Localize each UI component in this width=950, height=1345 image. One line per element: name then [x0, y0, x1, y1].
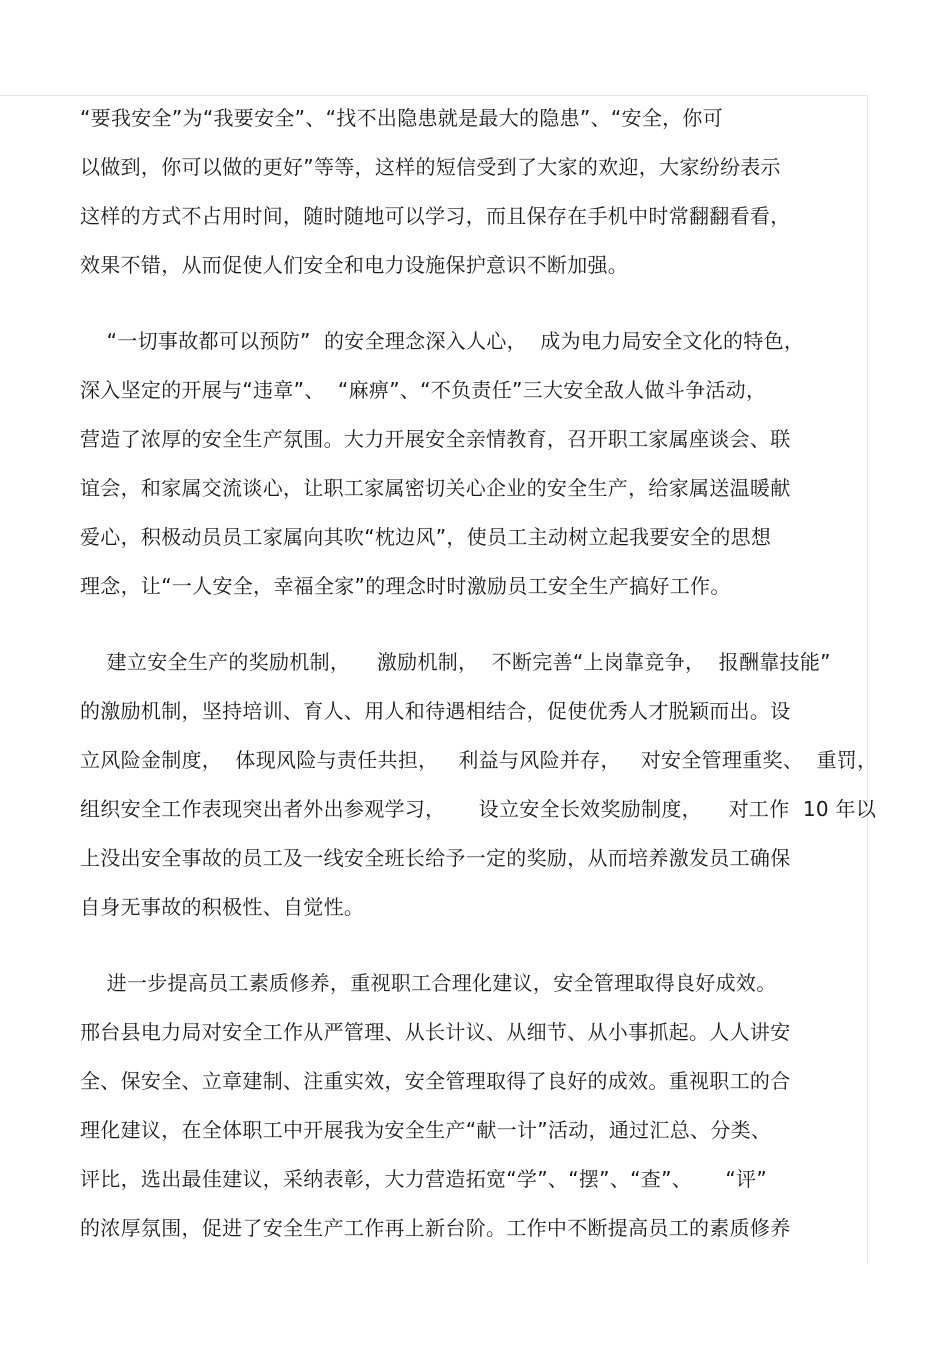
paragraph-2-line-3: 营造了浓厚的安全生产氛围。大力开展安全亲情教育，召开职工家属座谈会、联 — [80, 427, 791, 451]
paragraph-2-line-4: 谊会，和家属交流谈心，让职工家属密切关心企业的安全生产，给家属送温暖献 — [80, 476, 791, 500]
paragraph-1-line-4: 效果不错，从而促使人们安全和电力设施保护意识不断加强。 — [80, 253, 629, 277]
paragraph-2-line-2: 深入坚定的开展与“违章”、 “麻痹”、“不负责任”三大安全敌人做斗争活动， — [80, 378, 767, 402]
paragraph-2-line-5: 爱心，积极动员员工家属向其吹“枕边风”，使员工主动树立起我要安全的思想 — [80, 525, 772, 549]
paragraph-2-line-6: 理念，让“一人安全，幸福全家”的理念时时激励员工安全生产搞好工作。 — [80, 574, 731, 598]
paragraph-4-line-6: 的浓厚氛围，促进了安全生产工作再上新台阶。工作中不断提高员工的素质修养 — [80, 1216, 791, 1240]
paragraph-1-line-1: “要我安全”为“我要安全”、“找不出隐患就是最大的隐患”、“安全，你可 — [80, 106, 724, 130]
paragraph-1-line-3: 这样的方式不占用时间，随时随地可以学习，而且保存在手机中时常翻翻看看， — [80, 204, 791, 228]
paragraph-3-line-1: 建立安全生产的奖励机制， 激励机制， 不断完善“上岗靠竞争， 报酬靠技能” — [80, 650, 831, 674]
paragraph-3-line-5: 上没出安全事故的员工及一线安全班长给予一定的奖励，从而培养激发员工确保 — [80, 846, 791, 870]
paragraph-2-line-1: “一切事故都可以预防” 的安全理念深入人心， 成为电力局安全文化的特色， — [80, 329, 805, 353]
paragraph-3-line-6: 自身无事故的积极性、自觉性。 — [80, 895, 365, 919]
paragraph-4-line-1: 进一步提高员工素质修养，重视职工合理化建议，安全管理取得良好成效。 — [80, 971, 777, 995]
paragraph-3-line-2: 的激励机制，坚持培训、育人、用人和待遇相结合，促使优秀人才脱颖而出。设 — [80, 699, 791, 723]
paragraph-3-line-4: 组织安全工作表现突出者外出参观学习， 设立安全长效奖励制度， 对工作 10 年以 — [80, 797, 877, 821]
paragraph-4-line-5: 评比，选出最佳建议，采纳表彰，大力营造拓宽“学”、“摆”、“查”、 “评” — [80, 1167, 767, 1191]
paragraph-4-line-3: 全、保安全、立章建制、注重实效，安全管理取得了良好的成效。重视职工的合 — [80, 1069, 791, 1093]
paragraph-1-line-2: 以做到，你可以做的更好”等等，这样的短信受到了大家的欢迎，大家纷纷表示 — [80, 155, 781, 179]
paragraph-4-line-4: 理化建议，在全体职工中开展我为安全生产“献一计”活动，通过汇总、分类、 — [80, 1118, 772, 1142]
paragraph-4-line-2: 邢台县电力局对安全工作从严管理、从长计议、从细节、从小事抓起。人人讲安 — [80, 1020, 791, 1044]
paragraph-3-line-3: 立风险金制度， 体现风险与责任共担， 利益与风险并存， 对安全管理重奖、 重罚， — [80, 748, 878, 772]
